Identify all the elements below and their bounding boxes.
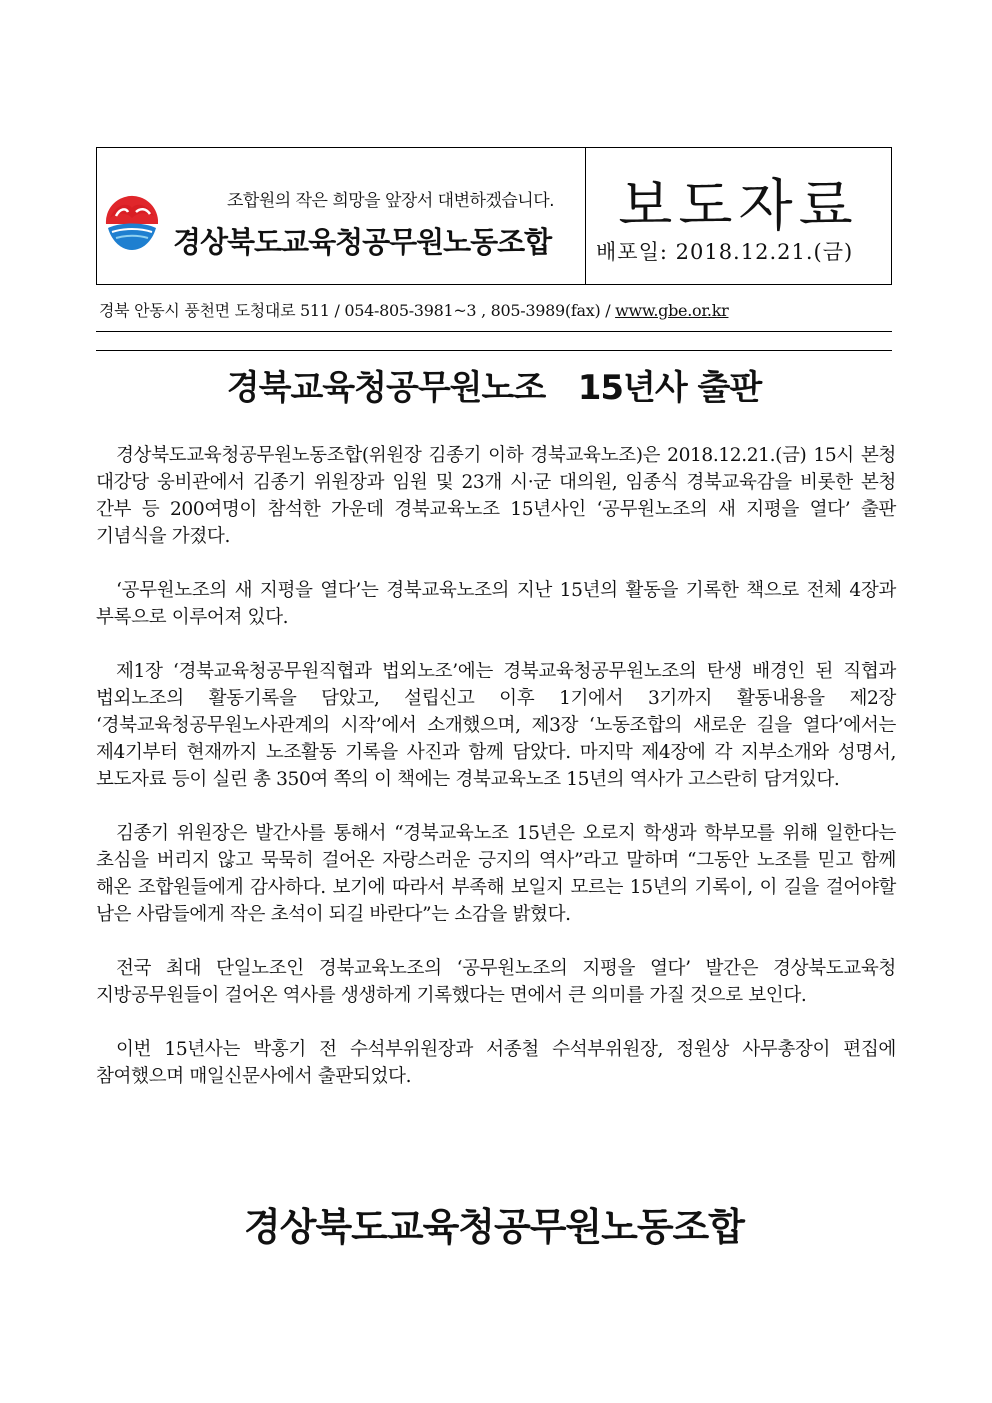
article-body xyxy=(96,442,896,1117)
press-release-title: 보도자료 xyxy=(618,174,859,239)
divider-bottom xyxy=(96,350,892,351)
union-logo-icon xyxy=(102,194,162,254)
address-phone: 경북 안동시 풍천면 도청대로 511 / 054-805-3981~3 , 805-3989(fax) / xyxy=(99,301,616,320)
paragraph: 전국 최대 단일노조인 경북교육노조의 ‘공무원노조의 지평을 열다’ 발간은 경상북도교육청 지방공무원들이 걸어온 역사를 생생하게 기록했다는 면에서 큰 의미를 가질 것으로 보인다. xyxy=(96,958,896,1006)
headline: 경북교육청공무원노조 15년사 출판 xyxy=(226,368,762,408)
divider-top xyxy=(96,331,892,332)
contact-line xyxy=(99,298,728,321)
org-banner xyxy=(97,148,586,284)
paragraph: 김종기 위원장은 발간사를 통해서 “경북교육노조 15년은 오로지 학생과 학부모를 위해 일한다는 초심을 버리지 않고 묵묵히 걸어온 자랑스러운 긍지의 역사”라고 말하며 “그동안 노조를 믿고 함께 해온 조합원들에게 감사하다. 보기에 따라서 부족해 보일지 모르는 15년의 기록이, 이 길을 걸어야할 남은 사람들에게 작은 초석이 되길 바란다”는 소감을 밝혔다. xyxy=(96,823,896,925)
paragraph: 경상북도교육청공무원노동조합(위원장 김종기 이하 경북교육노조)은 2018.12.21.(금) 15시 본청 대강당 웅비관에서 김종기 위원장과 임원 및 23개 시·군 대의원, 임종식 경북교육감을 비롯한 본청 간부 등 200여명이 참석한 가운데 경북교육노조 15년사인 ‘공무원노조의 새 지평을 열다’ 출판 기념식을 가졌다. xyxy=(96,445,896,547)
header-box xyxy=(96,147,892,285)
footer-org-name: 경상북도교육청공무원노동조합 xyxy=(244,1205,744,1249)
website-link[interactable]: www.gbe.or.kr xyxy=(615,301,729,320)
org-name: 경상북도교육청공무원노동조합 xyxy=(173,225,552,259)
paragraph: 이번 15년사는 박홍기 전 수석부위원장과 서종철 수석부위원장, 정원상 사무총장이 편집에 참여했으며 매일신문사에서 출판되었다. xyxy=(96,1039,896,1087)
paragraph: 제1장 ‘경북교육청공무원직협과 법외노조’에는 경북교육청공무원노조의 탄생 배경인 된 직협과 법외노조의 활동기록을 담았고, 설립신고 이후 1기에서 3기까지 활동내용을 제2장 ‘경북교육청공무원노사관계의 시작’에서 소개했으며, 제3장 ‘노동조합의 새로운 길을 열다’에서는 제4기부터 현재까지 노조활동 기록을 사진과 함께 담았다. 마지막 제4장에 각 지부소개와 성명서, 보도자료 등이 실린 총 350여 쪽의 이 책에는 경북교육노조 15년의 역사가 고스란히 담겨있다. xyxy=(96,661,896,790)
press-title-box xyxy=(586,148,891,284)
release-date: 배포일: 2018.12.21.(금) xyxy=(596,240,854,264)
paragraph: ‘공무원노조의 새 지평을 열다’는 경북교육노조의 지난 15년의 활동을 기록한 책으로 전체 4장과 부록으로 이루어져 있다. xyxy=(96,580,896,628)
slogan: 조합원의 작은 희망을 앞장서 대변하겠습니다. xyxy=(227,191,555,211)
